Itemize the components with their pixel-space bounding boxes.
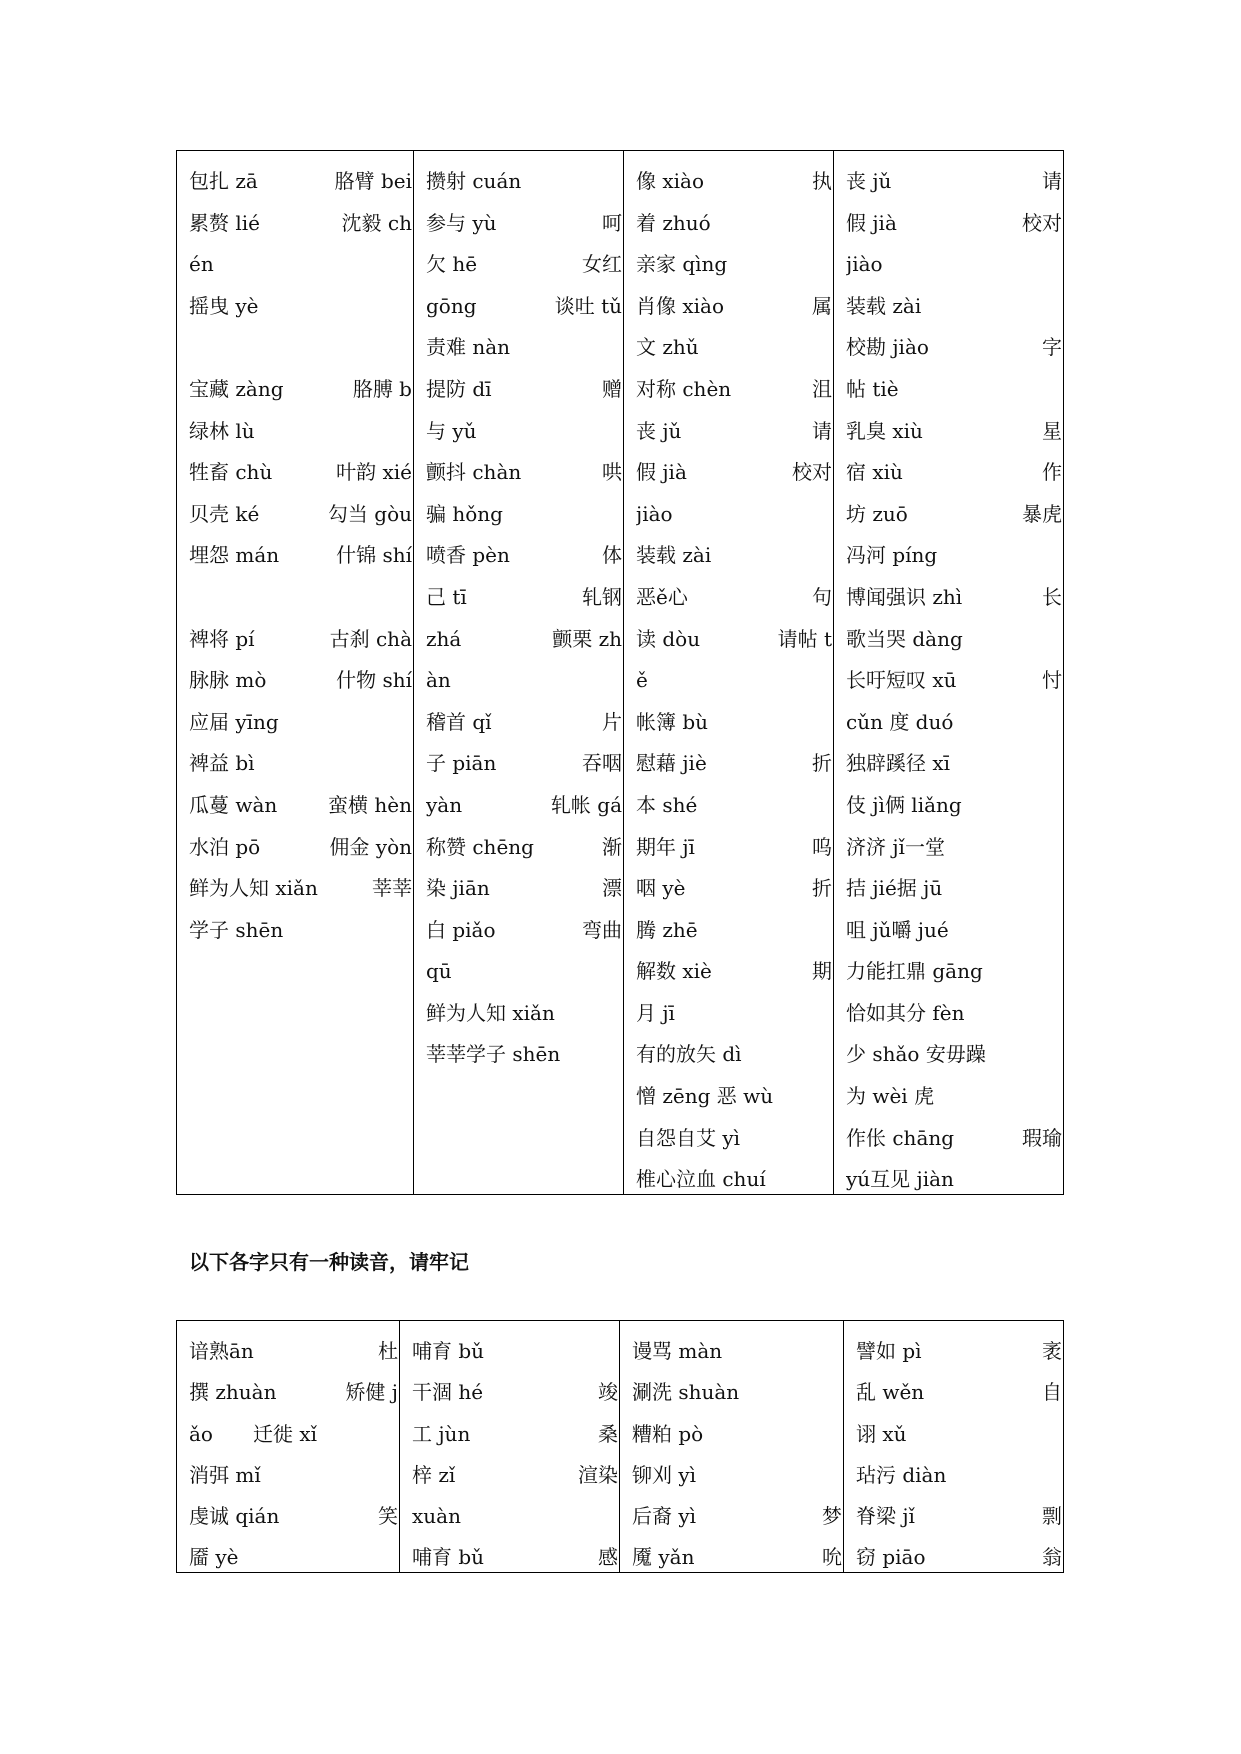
entry-right: 自	[1042, 1380, 1062, 1405]
table-line	[189, 369, 412, 411]
reading-table-1	[176, 150, 1064, 1195]
table-line	[846, 1034, 1062, 1076]
entry-right: 什锦 shí	[336, 543, 412, 568]
table-line	[846, 244, 1062, 286]
entry-right: 轧帐 gá	[550, 792, 622, 817]
entry-right: 请	[812, 418, 832, 443]
entry-left: qū	[426, 959, 452, 984]
entry-left: 与 yǔ	[426, 418, 477, 443]
entry-left: 埋怨 mán	[189, 543, 280, 568]
table-line	[846, 411, 1062, 453]
entry-left: 贝壳 ké	[189, 501, 260, 526]
table-line	[189, 619, 412, 661]
table-line	[426, 286, 622, 328]
entry-right: 矫健 j	[345, 1380, 398, 1405]
table-line	[426, 868, 622, 910]
entry-left: 像 xiào	[636, 169, 704, 193]
entry-left: 椎心泣血 chuí	[636, 1167, 766, 1192]
entry-left: 帖 tiè	[846, 376, 899, 401]
table-line	[189, 1496, 398, 1537]
entry-left: 肖像 xiào	[636, 293, 724, 318]
entry-left: ǎo 迁徙 xǐ	[189, 1421, 317, 1446]
entry-left: 读 dòu	[636, 626, 701, 651]
entry-right: 呜	[812, 834, 832, 859]
entry-left: 亲家 qìng	[636, 252, 728, 277]
entry-left: 应届 yīng	[189, 709, 279, 734]
entry-right: 吞咽	[582, 751, 622, 776]
table-line	[412, 1372, 618, 1413]
entry-right: 古刹 chà	[329, 626, 412, 651]
entry-right: 忖	[1042, 668, 1062, 693]
entry-left: 哺育 bǔ	[412, 1339, 485, 1363]
table-line	[426, 743, 622, 785]
table-line	[189, 785, 412, 827]
table-line	[636, 993, 832, 1035]
table1-column-3	[623, 151, 833, 1194]
entry-right: 颤栗 zh	[552, 626, 622, 651]
entry-right: 蛮横 hèn	[328, 792, 412, 817]
table-line	[636, 494, 832, 536]
entry-right: 袤	[1042, 1339, 1062, 1363]
table-line	[632, 1537, 842, 1572]
entry-left: 博闻强识 zhì	[846, 584, 963, 609]
table-line	[846, 535, 1062, 577]
entry-right: 沈毅 ch	[341, 210, 412, 235]
entry-left: 绿林 lù	[189, 418, 255, 443]
entry-left: 累赘 lié	[189, 210, 260, 235]
entry-left: yàn	[426, 792, 463, 817]
entry-left: 假 jià	[846, 210, 897, 235]
table-line	[632, 1455, 842, 1496]
entry-left: 解数 xiè	[636, 959, 712, 984]
section-heading: 以下各字只有一种读音，请牢记	[189, 1250, 469, 1274]
entry-left: 譬如 pì	[856, 1339, 922, 1363]
entry-right: 长	[1042, 584, 1062, 609]
table-line	[846, 1159, 1062, 1194]
entry-right: 竣	[598, 1380, 618, 1405]
entry-left: 鲜为人知 xiǎn	[189, 876, 318, 901]
entry-left: 称赞 chēng	[426, 834, 534, 859]
entry-left: 稽首 qǐ	[426, 709, 492, 734]
entry-left: 慰藉 jiè	[636, 751, 707, 776]
table-line	[636, 535, 832, 577]
entry-left: 消弭 mǐ	[189, 1462, 261, 1487]
table-line	[189, 1414, 398, 1455]
table-line	[636, 1076, 832, 1118]
table-line	[189, 494, 412, 536]
table-line	[426, 411, 622, 453]
entry-right: 校对	[792, 460, 832, 485]
table-line	[426, 910, 622, 952]
table-line	[856, 1496, 1062, 1537]
entry-left: 憎 zēng 恶 wù	[636, 1084, 774, 1109]
table-line	[846, 619, 1062, 661]
table-line	[426, 827, 622, 869]
entry-right: 沮	[812, 376, 832, 401]
table-line	[856, 1455, 1062, 1496]
table1-column-4	[833, 151, 1063, 1194]
entry-right: 折	[812, 876, 832, 901]
entry-left: 恰如其分 fèn	[846, 1000, 965, 1025]
table-line	[846, 993, 1062, 1035]
entry-right: 莘莘	[372, 876, 412, 901]
table-line	[636, 951, 832, 993]
entry-left: 干涸 hé	[412, 1380, 484, 1405]
entry-left: 力能扛鼎 gāng	[846, 959, 983, 984]
table-line	[846, 494, 1062, 536]
entry-left: 校勘 jiào	[846, 335, 929, 360]
entry-left: 脉脉 mò	[189, 668, 267, 693]
entry-right: 赠	[602, 376, 622, 401]
table1-column-2	[413, 151, 623, 1194]
entry-left: 着 zhuó	[636, 210, 711, 235]
table-line	[636, 702, 832, 744]
entry-left: 长吁短叹 xū	[846, 668, 957, 693]
entry-right: 渲染	[578, 1462, 618, 1487]
table-line	[846, 452, 1062, 494]
entry-left: 少 shǎo 安毋躁	[846, 1042, 986, 1067]
table-line	[189, 702, 412, 744]
entry-right: 片	[602, 709, 622, 734]
entry-right: 吮	[822, 1545, 842, 1570]
table-line	[636, 203, 832, 245]
table-line	[189, 743, 412, 785]
entry-left: 自怨自艾 yì	[636, 1125, 741, 1150]
entry-left: 魇 yǎn	[632, 1545, 695, 1570]
table2-column-4	[843, 1321, 1063, 1572]
entry-left: 责难 nàn	[426, 335, 511, 360]
entry-left: 提防 dī	[426, 376, 492, 401]
table-line	[856, 1537, 1062, 1572]
table-line	[189, 660, 412, 702]
table-line	[636, 1034, 832, 1076]
table-line	[636, 619, 832, 661]
entry-left: 撰 zhuàn	[189, 1380, 277, 1405]
table-line	[412, 1331, 618, 1372]
entry-right: 执	[812, 169, 832, 193]
table-line	[636, 868, 832, 910]
entry-left: 对称 chèn	[636, 376, 732, 401]
entry-left: 咽 yè	[636, 876, 686, 901]
entry-left: àn	[426, 668, 451, 693]
entry-left: 包扎 zā	[189, 169, 258, 193]
entry-left: 独辟蹊径 xī	[846, 751, 951, 776]
entry-left: 靥 yè	[189, 1545, 239, 1570]
entry-left: 裨益 bì	[189, 751, 255, 776]
entry-right: 梦	[822, 1504, 842, 1529]
table-line	[426, 577, 622, 619]
entry-left: 玷污 diàn	[856, 1462, 947, 1487]
entry-left: yú互见 jiàn	[846, 1167, 954, 1192]
table2-column-3	[619, 1321, 843, 1572]
table-line	[632, 1414, 842, 1455]
entry-left: 装载 zài	[636, 543, 712, 568]
table-line	[636, 411, 832, 453]
table-line	[846, 951, 1062, 993]
table-line	[636, 286, 832, 328]
table-line	[636, 369, 832, 411]
table-line	[846, 785, 1062, 827]
entry-left: 鲜为人知 xiǎn	[426, 1000, 555, 1025]
table-line	[636, 910, 832, 952]
entry-left: 糟粕 pò	[632, 1421, 704, 1446]
entry-left: zhá	[426, 626, 462, 651]
table-line	[426, 951, 622, 993]
entry-left: 脊梁 jǐ	[856, 1504, 915, 1529]
entry-left: 宝藏 zàng	[189, 376, 284, 401]
entry-right: 什物 shí	[336, 668, 412, 693]
entry-left: 丧 jǔ	[636, 418, 682, 443]
entry-left: 己 tī	[426, 584, 467, 609]
entry-left: 咀 jǔ嚼 jué	[846, 917, 949, 942]
entry-left: 帐簿 bù	[636, 709, 709, 734]
table-line	[426, 161, 622, 203]
table-line	[412, 1537, 618, 1572]
table-line	[636, 660, 832, 702]
entry-right: 弯曲	[582, 917, 622, 942]
entry-right: 句	[812, 584, 832, 609]
table-line	[856, 1414, 1062, 1455]
entry-left: 诩 xǔ	[856, 1421, 907, 1446]
entry-left: 摇曳 yè	[189, 293, 259, 318]
entry-right: 漂	[602, 876, 622, 901]
table-line	[426, 1034, 622, 1076]
table-line	[426, 327, 622, 369]
entry-right: 杜	[378, 1339, 398, 1363]
table-line	[636, 577, 832, 619]
entry-right: 瑕瑜	[1022, 1125, 1062, 1150]
entry-left: 装载 zài	[846, 293, 922, 318]
table-line	[426, 785, 622, 827]
entry-left: gōng	[426, 293, 477, 318]
entry-left: 拮 jié据 jū	[846, 876, 943, 901]
entry-left: cǔn 度 duó	[846, 709, 954, 734]
entry-left: jiào	[846, 252, 883, 277]
table1-column-1	[177, 151, 413, 1194]
table-line	[426, 452, 622, 494]
entry-left: 为 wèi 虎	[846, 1084, 935, 1109]
table-line	[189, 577, 412, 619]
entry-left: 涮洗 shuàn	[632, 1380, 740, 1405]
entry-left: 谙熟ān	[189, 1339, 254, 1363]
entry-right: 作	[1042, 460, 1062, 485]
entry-left: 坊 zuō	[846, 501, 908, 526]
table-line	[636, 785, 832, 827]
entry-left: 学子 shēn	[189, 917, 284, 942]
table-line	[636, 327, 832, 369]
entry-right: 勾当 gòu	[327, 501, 412, 526]
entry-left: 作伥 chāng	[846, 1125, 955, 1150]
entry-left: 歌当哭 dàng	[846, 626, 963, 651]
entry-left: xuàn	[412, 1504, 461, 1529]
table-line	[846, 1076, 1062, 1118]
entry-left: 骗 hǒng	[426, 501, 503, 526]
table-line	[189, 910, 412, 952]
table-line	[189, 827, 412, 869]
entry-left: 济济 jǐ一堂	[846, 834, 945, 859]
table-line	[189, 203, 412, 245]
table-line	[856, 1372, 1062, 1413]
table-line	[846, 702, 1062, 744]
entry-left: 攒射 cuán	[426, 169, 522, 193]
table-line	[189, 327, 412, 369]
entry-left: 莘莘学子 shēn	[426, 1042, 561, 1067]
entry-right: 剽	[1042, 1504, 1062, 1529]
table-line	[426, 203, 622, 245]
table-line	[426, 660, 622, 702]
table-line	[856, 1331, 1062, 1372]
table-line	[846, 203, 1062, 245]
entry-left: 谩骂 màn	[632, 1339, 723, 1363]
table-line	[189, 868, 412, 910]
entry-right: 佣金 yòn	[329, 834, 412, 859]
entry-right: 轧钢	[582, 584, 622, 609]
entry-right: 折	[812, 751, 832, 776]
entry-left: 虔诚 qián	[189, 1504, 280, 1529]
entry-left: ě	[636, 668, 648, 693]
table-line	[846, 827, 1062, 869]
table-line	[846, 1118, 1062, 1160]
entry-left: 假 jià	[636, 460, 687, 485]
table-line	[189, 161, 412, 203]
table-line	[412, 1496, 618, 1537]
table-line	[426, 702, 622, 744]
table-line	[189, 1372, 398, 1413]
entry-right: 渐	[602, 834, 622, 859]
table-line	[846, 327, 1062, 369]
entry-left: 宿 xiù	[846, 460, 903, 485]
table-line	[189, 1537, 398, 1572]
entry-right: 叶韵 xié	[336, 460, 412, 485]
entry-right: 胳膊 b	[352, 376, 412, 401]
entry-right: 呵	[602, 210, 622, 235]
entry-left: 本 shé	[636, 792, 698, 817]
table-line	[412, 1414, 618, 1455]
table-line	[632, 1496, 842, 1537]
entry-right: 暴虎	[1022, 501, 1062, 526]
entry-left: 瓜蔓 wàn	[189, 792, 278, 817]
table-line	[189, 535, 412, 577]
entry-left: 腾 zhē	[636, 917, 698, 942]
entry-right: 体	[602, 543, 622, 568]
entry-left: 铆刈 yì	[632, 1462, 697, 1487]
table-line	[846, 743, 1062, 785]
entry-right: 翁	[1042, 1545, 1062, 1570]
entry-left: 哺育 bǔ	[412, 1545, 485, 1570]
entry-left: 梓 zǐ	[412, 1462, 456, 1487]
table-line	[189, 286, 412, 328]
table-line	[189, 1331, 398, 1372]
entry-right: 属	[812, 293, 832, 318]
entry-right: 请帖 t	[777, 626, 832, 651]
table-line	[636, 1118, 832, 1160]
entry-right: 请	[1042, 169, 1062, 193]
entry-right: 星	[1042, 418, 1062, 443]
entry-left: 白 piǎo	[426, 917, 496, 942]
table-line	[426, 494, 622, 536]
table-line	[412, 1455, 618, 1496]
entry-left: 乱 wěn	[856, 1380, 925, 1405]
table2-column-2	[399, 1321, 619, 1572]
table-line	[426, 619, 622, 661]
reading-table-2	[176, 1320, 1064, 1573]
entry-left: 牲畜 chù	[189, 460, 273, 485]
table2-column-1	[177, 1321, 399, 1572]
table-line	[189, 411, 412, 453]
table-line	[846, 660, 1062, 702]
entry-left: 水泊 pō	[189, 834, 261, 859]
entry-left: 冯河 píng	[846, 543, 938, 568]
entry-left: 月 jī	[636, 1000, 675, 1025]
table-line	[632, 1372, 842, 1413]
entry-left: 窃 piāo	[856, 1545, 926, 1570]
entry-right: 哄	[602, 460, 622, 485]
table-line	[189, 1455, 398, 1496]
table-line	[846, 161, 1062, 203]
entry-left: 后裔 yì	[632, 1504, 697, 1529]
entry-left: 乳臭 xiù	[846, 418, 923, 443]
entry-right: 谈吐 tǔ	[554, 293, 622, 318]
entry-right: 期	[812, 959, 832, 984]
table-line	[426, 993, 622, 1035]
entry-right: 笑	[378, 1504, 398, 1529]
entry-left: 染 jiān	[426, 876, 490, 901]
table-line	[846, 910, 1062, 952]
table-line	[632, 1331, 842, 1372]
table-line	[189, 244, 412, 286]
entry-right: 桑	[598, 1421, 618, 1446]
entry-left: 丧 jǔ	[846, 169, 892, 193]
entry-left: 欠 hē	[426, 252, 478, 277]
table-line	[636, 452, 832, 494]
table-line	[636, 161, 832, 203]
entry-left: 喷香 pèn	[426, 543, 510, 568]
entry-right: 校对	[1022, 210, 1062, 235]
table-line	[426, 244, 622, 286]
table-line	[426, 369, 622, 411]
table-line	[846, 868, 1062, 910]
entry-left: 参与 yù	[426, 210, 497, 235]
entry-left: jiào	[636, 501, 673, 526]
entry-left: 期年 jī	[636, 834, 695, 859]
table-line	[846, 369, 1062, 411]
entry-right: 胳臂 bei	[334, 169, 412, 193]
entry-left: 伎 jì俩 liǎng	[846, 792, 962, 817]
table-line	[636, 244, 832, 286]
entry-left: 裨将 pí	[189, 626, 255, 651]
entry-right: 字	[1042, 335, 1062, 360]
entry-left: 文 zhǔ	[636, 335, 699, 360]
entry-left: 有的放矢 dì	[636, 1042, 742, 1067]
table-line	[636, 827, 832, 869]
entry-right: 女红	[582, 252, 622, 277]
table-line	[189, 452, 412, 494]
table-line	[846, 577, 1062, 619]
table-line	[426, 535, 622, 577]
entry-left: 颤抖 chàn	[426, 460, 522, 485]
entry-right: 感	[598, 1545, 618, 1570]
entry-left: 工 jùn	[412, 1421, 471, 1446]
entry-left: 恶ě心	[636, 584, 688, 609]
table-line	[636, 1159, 832, 1194]
table-line	[636, 743, 832, 785]
table-line	[846, 286, 1062, 328]
entry-left: én	[189, 252, 214, 277]
entry-left: 子 piān	[426, 751, 497, 776]
